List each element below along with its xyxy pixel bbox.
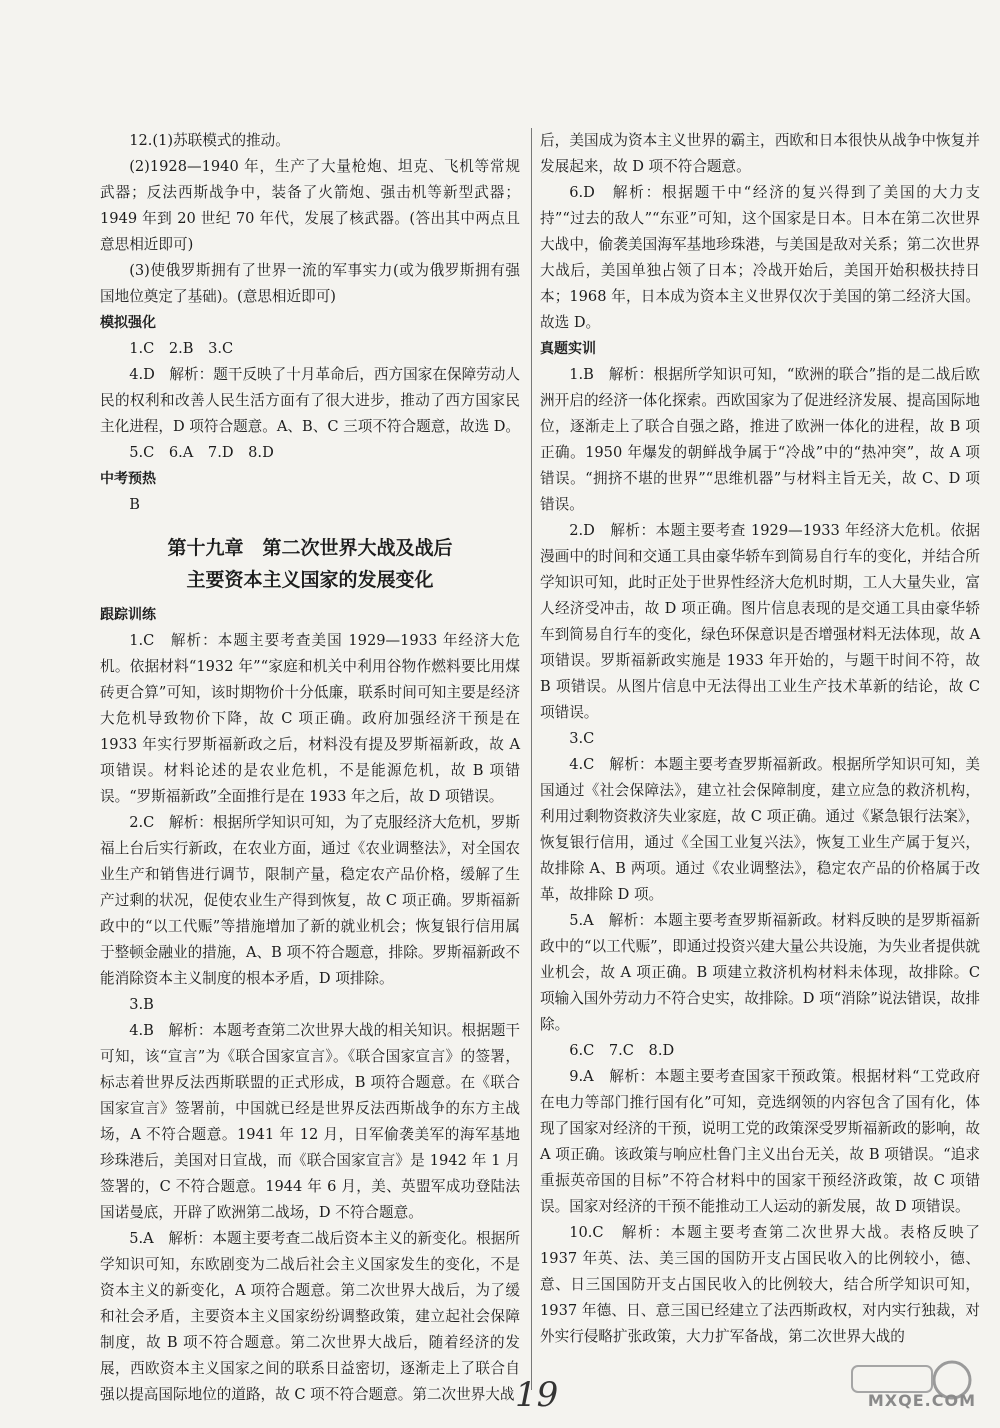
watermark-text: MXQE.COM xyxy=(867,1391,976,1410)
para: B xyxy=(129,496,140,513)
para: (3)使俄罗斯拥有了世界一流的军事实力(或为俄罗斯拥有强国地位奠定了基础)。(意思相近即可) xyxy=(100,262,520,305)
para: 后，美国成为资本主义世界的霸主，西欧和日本很快从战争中恢复并发展起来，故 D 项不符合题意。 xyxy=(540,132,980,175)
chapter-title-line1: 第十九章 第二次世界大战及战后 xyxy=(167,537,453,559)
para: 4.D 解析：题干反映了十月革命后，西方国家在保障劳动人民的权利和改善人民生活方面有了很大进步，推动了西方国家民主化进程，D 项符合题意。A、B、C 三项不符合题意，故选 D。 xyxy=(100,366,521,435)
para: 5.A 解析：本题主要考查二战后资本主义的新变化。根据所学知识可知，东欧剧变为二战后社会主义国家发生的变化，不是资本主义的新变化，A 项符合题意。第二次世界大战后，为了缓和社会矛盾，主要资本主义国家纷纷调整政策，建立起社会保障制度，故 B 项不符合题意。第二次世界大战后，随着经济的发展，西欧资本主义国家之间的联系日益密切，逐渐走上了联合自强以提高国际地位的道路，故 C 项不符合题意。第二次世界大战 xyxy=(100,1230,520,1403)
para: 1.C 解析：本题主要考查美国 1929—1933 年经济大危机。依据材料“1932 年”“家庭和机关中利用谷物作燃料要比用煤砖更合算”可知，该时期物价十分低廉，联系时间可知主要是经济大危机导致物价下降，故 C 项正确。政府加强经济干预是在 1933 年实行罗斯福新政之后，材料没有提及罗斯福新政，故 A 项错误。材料论述的是农业危机，不是能源危机，故 B 项错误。“罗斯福新政”全面推行是在 1933 年之后，故 D 项错误。 xyxy=(100,632,520,805)
para: 3.C xyxy=(569,730,595,747)
page-number: 19 xyxy=(515,1375,559,1415)
left-column xyxy=(100,128,520,1408)
para: 12.(1)苏联模式的推动。 xyxy=(129,132,290,149)
para: 9.A 解析：本题主要考查国家干预政策。根据材料“工党政府在电力等部门推行国有化”可知，竞选纲领的内容包含了国有化，体现了国家对经济的干预，说明工党的政策深受罗斯福新政的影响，故 A 项正确。该政策与响应杜鲁门主义出台无关，故 B 项错误。“追求重振英帝国的目标”不符合材料中的国家干预经济政策，故 C 项错误。国家对经济的干预不能推动工人运动的新发展，故 D 项错误。 xyxy=(540,1068,980,1215)
para: 4.B 解析：本题考查第二次世界大战的相关知识。根据题干可知，该“宣言”为《联合国家宣言》。《联合国家宣言》的签署，标志着世界反法西斯联盟的正式形成，B 项符合题意。在《联合国家宣言》签署前，中国就已经是世界反法西斯战争的东方主战场，A 不符合题意。1941 年 12 月，日军偷袭美军的海军基地珍珠港后，美国对日宣战，而《联合国家宣言》是 1942 年 1 月签署的，C 不符合题意。1944 年 6 月，美、英盟军成功登陆法国诺曼底，开辟了欧洲第二战场，D 不符合题意。 xyxy=(100,1022,520,1221)
right-column xyxy=(540,128,980,1350)
chapter-title-line2: 主要资本主义国家的发展变化 xyxy=(186,569,434,591)
para: 10.C 解析：本题主要考查第二次世界大战。表格反映了 1937 年英、法、美三国的国防开支占国民收入的比例较小，德、意、日三国国防开支占国民收入的比例较大，结合所学知识可知，1937 年德、日、意三国已经建立了法西斯政权，对内实行独裁，对外实行侵略扩张政策，大力扩军备战，第二次世界大战的 xyxy=(540,1224,980,1345)
section-heading: 中考预热 xyxy=(100,471,156,487)
section-heading: 跟踪训练 xyxy=(100,607,156,623)
para: 4.C 解析：本题主要考查罗斯福新政。根据所学知识可知，美国通过《社会保障法》，建立社会保障制度，建立应急的救济机构，利用过剩物资救济失业家庭，故 C 项正确。通过《紧急银行法案》，恢复银行信用，通过《全国工业复兴法》，恢复工业生产属于复兴，故排除 A、B 两项。通过《农业调整法》，稳定农产品的价格属于改革，故排除 D 项。 xyxy=(540,756,980,903)
para: 3.B xyxy=(129,996,154,1013)
para: 6.C 7.C 8.D xyxy=(569,1042,675,1059)
para: 6.D 解析：根据题干中“经济的复兴得到了美国的大力支持”“过去的敌人”“东亚”可知，这个国家是日本。日本在第二次世界大战中，偷袭美国海军基地珍珠港，与美国是敌对关系；第二次世界大战后，美国单独占领了日本；冷战开始后，美国开始积极扶持日本；1968 年，日本成为资本主义世界仅次于美国的第二经济大国。故选 D。 xyxy=(540,184,980,331)
para: (2)1928—1940 年，生产了大量枪炮、坦克、飞机等常规武器；反法西斯战争中，装备了火箭炮、强击机等新型武器；1949 年到 20 世纪 70 年代，发展了核武器。(答出其中两点且意思相近即可) xyxy=(100,158,520,253)
chapter-title xyxy=(100,532,520,596)
section-heading: 真题实训 xyxy=(540,341,596,357)
para: 1.C 2.B 3.C xyxy=(129,340,234,357)
para: 5.C 6.A 7.D 8.D xyxy=(129,444,274,461)
para: 2.C 解析：根据所学知识可知，为了克服经济大危机，罗斯福上台后实行新政，在农业方面，通过《农业调整法》，对全国农业生产和销售进行调节，限制产量，稳定农产品价格，缓解了生产过剩的状况，促使农业生产得到恢复，故 C 项正确。罗斯福新政中的“以工代赈”等措施增加了新的就业机会；恢复银行信用属于整顿金融业的措施，A、B 项不符合题意，排除。罗斯福新政不能消除资本主义制度的根本矛盾，D 项排除。 xyxy=(100,814,520,987)
para: 5.A 解析：本题主要考查罗斯福新政。材料反映的是罗斯福新政中的“以工代赈”，即通过投资兴建大量公共设施，为失业者提供就业机会，故 A 项正确。B 项建立救济机构材料未体现，故排除。C 项输入国外劳动力不符合史实，故排除。D 项“消除”说法错误，故排除。 xyxy=(540,912,980,1033)
section-heading: 模拟强化 xyxy=(100,315,156,331)
column-divider xyxy=(531,128,532,1390)
para: 2.D 解析：本题主要考查 1929—1933 年经济大危机。依据漫画中的时间和交通工具由豪华轿车到简易自行车的变化，并结合所学知识可知，此时正处于世界性经济大危机时期，工人大量失业，富人经济受冲击，故 D 项正确。图片信息表现的是交通工具由豪华轿车到简易自行车的变化，绿色环保意识是否增强材料无法体现，故 A 项错误。罗斯福新政实施是 1933 年开始的，与题干时间不符，故 B 项错误。从图片信息中无法得出工业生产技术革新的结论，故 C 项错误。 xyxy=(540,522,980,721)
watermark-logo xyxy=(832,1358,982,1414)
para: 1.B 解析：根据所学知识可知，“欧洲的联合”指的是二战后欧洲开启的经济一体化探索。西欧国家为了促进经济发展、提高国际地位，逐渐走上了联合自强之路，推进了欧洲一体化的进程，故 B 项正确。1950 年爆发的朝鲜战争属于“冷战”中的“热冲突”，故 A 项错误。“拥挤不堪的世界”“思维机器”与材料主旨无关，故 C、D 项错误。 xyxy=(540,366,980,513)
